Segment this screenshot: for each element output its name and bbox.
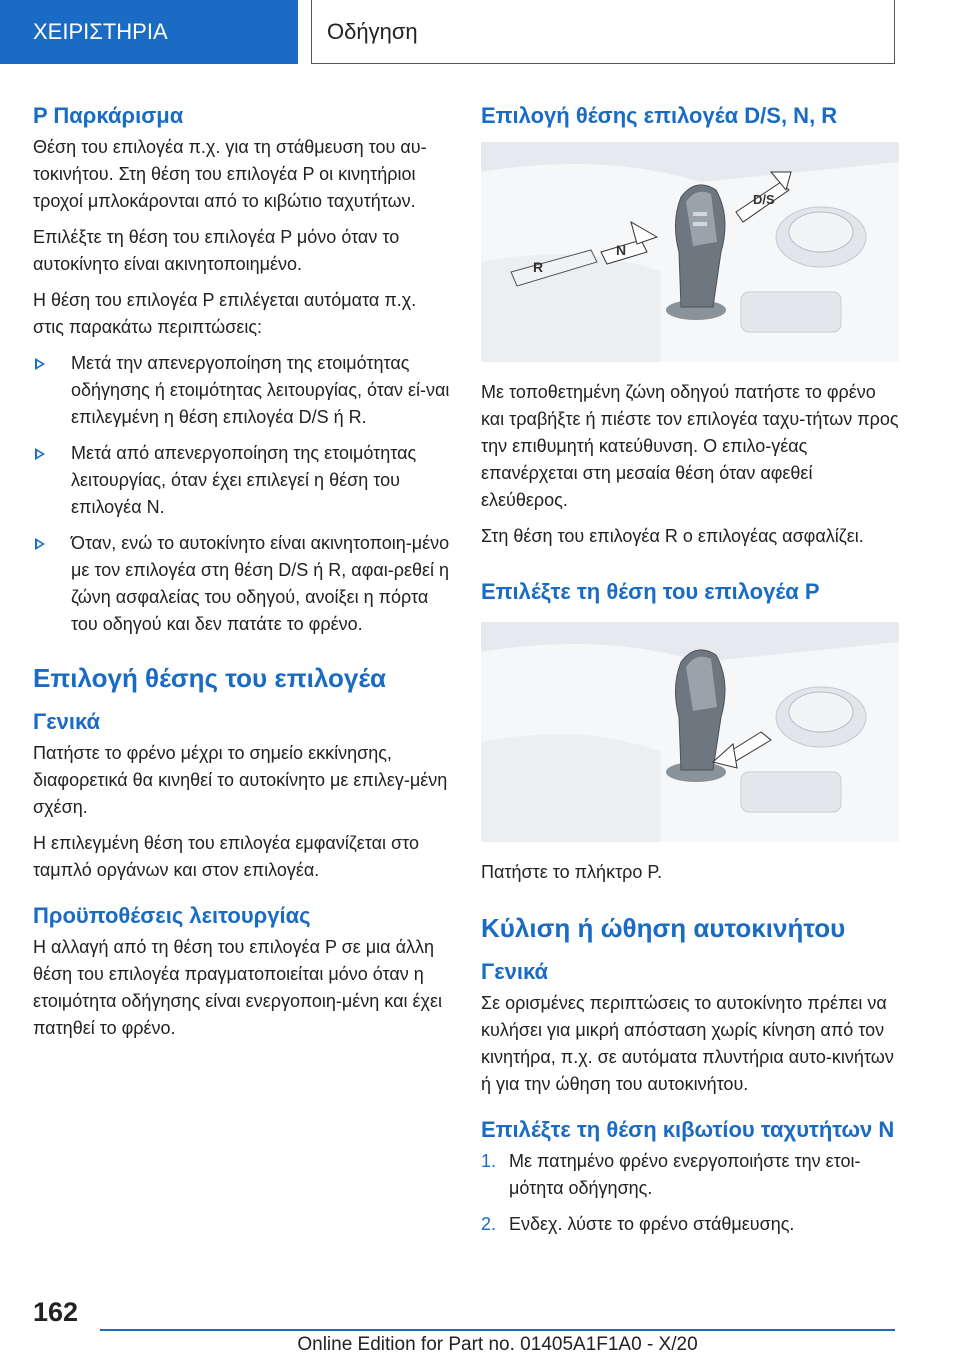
left-column xyxy=(33,96,451,1051)
list-item: Μετά την απενεργοποίηση της ετοιμότητας οδήγησης ή ετοιμότητας λειτουργίας, όταν εί-ναι επιλεγμένη η θέση επιλογέα D/S ή R. xyxy=(33,350,451,431)
gear-label-ds: D/S xyxy=(753,192,775,207)
park-para-3: Η θέση του επιλογέα P επιλέγεται αυτόματα π.χ. στις παρακάτω περιπτώσεις: xyxy=(33,290,417,337)
gear-n-heading: Επιλέξτε τη θέση κιβωτίου ταχυτήτων N xyxy=(481,1117,895,1142)
rolling-para: Σε ορισμένες περιπτώσεις το αυτοκίνητο πρέπει να κυλήσει για μικρή απόσταση χωρίς κίνηση από τον κινητήρα, π.χ. σε αυτόματα πλυντήρια αυτο-κινήτων ή για την ώθηση του αυτοκινήτου. xyxy=(481,993,894,1094)
list-item: Όταν, ενώ το αυτοκίνητο είναι ακινητοποιη-μένο με τον επιλογέα στη θέση D/S ή R, αφαι-ρεθεί η ζώνη ασφαλείας του οδηγού, ανοίξει η πόρτα του οδηγού και δεν πατάτε το φρένο. xyxy=(33,530,451,638)
gear-label-n: N xyxy=(616,242,627,258)
triangle-bullet-icon xyxy=(35,538,45,550)
park-bullet-list xyxy=(33,350,451,638)
section-title: Οδήγηση xyxy=(311,0,895,64)
dsnr-para-2: Στη θέση του επιλογέα R ο επιλογέας ασφαλίζει. xyxy=(481,526,864,546)
triangle-bullet-icon xyxy=(35,448,45,460)
park-button-image xyxy=(481,622,899,842)
gear-selector-directions-image xyxy=(481,142,899,362)
dsnr-para-1: Με τοποθετημένη ζώνη οδηγού πατήστε το φρένο και τραβήξτε ή πιέστε τον επιλογέα ταχυ-τήτων προς την επιθυμητή κατεύθυνση. Ο επιλο-γέας επανέρχεται στη μεσαία θέση όταν αφεθεί ελεύθερος. xyxy=(481,382,899,510)
chapter-tab[interactable]: ΧΕΙΡΙΣΤΗΡΙΑ xyxy=(0,0,298,64)
gear-label-r: R xyxy=(533,259,544,275)
general-heading: Γενικά xyxy=(33,709,101,734)
footer-edition: Online Edition for Part no. 01405A1F1A0 - X/20 xyxy=(297,1334,698,1355)
rolling-general-heading: Γενικά xyxy=(481,959,549,984)
general-para-1: Πατήστε το φρένο μέχρι το σημείο εκκίνησης, διαφορετικά θα κινηθεί το αυτοκίνητο με επιλεγ-μένη σχέση. xyxy=(33,743,448,817)
select-p-heading: Επιλέξτε τη θέση του επιλογέα P xyxy=(481,579,820,604)
list-item: 1. Με πατημένο φρένο ενεργοποιήστε την ετοι-μότητα οδήγησης. xyxy=(481,1151,861,1198)
prerequisites-heading: Προϋποθέσεις λειτουργίας xyxy=(33,903,311,928)
rolling-heading: Κύλιση ή ώθηση αυτοκινήτου xyxy=(481,913,846,943)
list-item: Μετά από απενεργοποίηση της ετοιμότητας λειτουργίας, όταν έχει επιλεγεί η θέση του επιλογέα N. xyxy=(33,440,451,521)
gear-n-steps xyxy=(481,1148,899,1238)
right-column xyxy=(481,96,899,1247)
park-heading: P Παρκάρισμα xyxy=(33,103,184,128)
list-item: 2. Ενδεχ. λύστε το φρένο στάθμευσης. xyxy=(481,1214,795,1234)
triangle-bullet-icon xyxy=(35,358,45,370)
general-para-2: Η επιλεγμένη θέση του επιλογέα εμφανίζεται στο ταμπλό οργάνων και στον επιλογέα. xyxy=(33,833,420,880)
selector-heading: Επιλογή θέσης του επιλογέα xyxy=(33,663,387,693)
park-para-2: Επιλέξτε τη θέση του επιλογέα P μόνο όταν το αυτοκίνητο είναι ακινητοποιημένο. xyxy=(33,227,400,274)
select-p-para: Πατήστε το πλήκτρο P. xyxy=(481,862,663,882)
park-para-1: Θέση του επιλογέα π.χ. για τη στάθμευση του αυ-τοκινήτου. Στη θέση του επιλογέα P οι κινητήριοι τροχοί μπλοκάρονται από το κιβώτιο ταχυτήτων. xyxy=(33,137,427,211)
footer-divider xyxy=(100,1329,895,1331)
page-number: 162 xyxy=(33,1297,79,1327)
dsnr-heading: Επιλογή θέσης επιλογέα D/S, N, R xyxy=(481,103,838,128)
prerequisites-para: Η αλλαγή από τη θέση του επιλογέα P σε μια άλλη θέση του επιλογέα πραγματοποιείται μόνο όταν η ετοιμότητα οδήγησης είναι ενεργοποιη-μένη και έχει πατηθεί το φρένο. xyxy=(33,937,442,1038)
